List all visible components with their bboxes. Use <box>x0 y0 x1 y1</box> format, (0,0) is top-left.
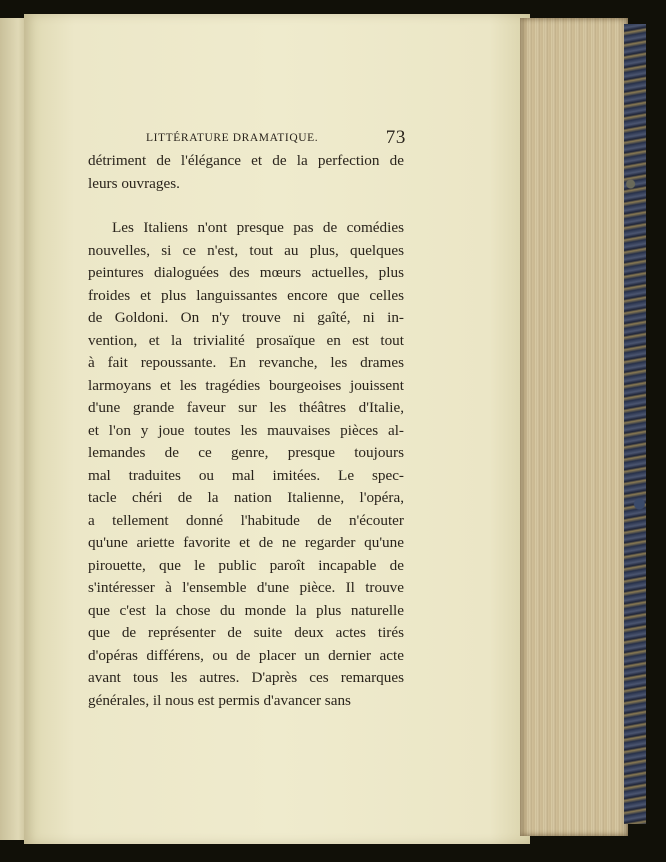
paragraph-gap <box>88 195 404 217</box>
paragraph <box>88 217 404 712</box>
text-line: lemandes de ce genre, presque toujours <box>88 444 404 461</box>
page-text <box>88 128 404 712</box>
running-header <box>146 128 404 150</box>
text-line: et l'on y joue toutes les mauvaises pièces al- <box>88 421 404 439</box>
text-line: que de représenter de suite deux actes tirés <box>88 624 404 641</box>
running-title: LITTÉRATURE DRAMATIQUE. <box>146 132 319 144</box>
text-line: qu'une ariette favorite et de ne regarder qu'une <box>88 534 404 551</box>
text-line: que c'est la chose du monde la plus naturelle <box>88 601 404 619</box>
text-line: s'intéresser à l'ensemble d'une pièce. Il trouve <box>88 579 404 596</box>
text-line: avant tous les autres. D'après ces remarques <box>88 669 404 686</box>
text-line: à fait repoussante. En revanche, les drames <box>88 354 404 371</box>
text-line: larmoyans et les tragédies bourgeoises jouissent <box>88 376 404 394</box>
body-text <box>88 150 404 712</box>
text-line: leurs ouvrages. <box>88 174 180 192</box>
previous-page-edge <box>0 18 26 840</box>
text-line: Les Italiens n'ont presque pas de comédies <box>112 219 404 236</box>
marbled-cover-board <box>624 24 646 824</box>
text-line: de Goldoni. On n'y trouve ni gaîté, ni in- <box>88 309 404 326</box>
page-number: 73 <box>385 127 406 148</box>
text-line: froides et plus languissantes encore que celles <box>88 286 404 304</box>
text-line: nouvelles, si ce n'est, tout au plus, quelques <box>88 241 404 259</box>
text-line: peintures dialoguées des mœurs actuelles, plus <box>88 264 404 281</box>
text-line: générales, il nous est permis d'avancer sans <box>88 691 351 709</box>
text-line: a tellement donné l'habitude de n'écouter <box>88 511 404 529</box>
text-line: mal traduites ou mal imitées. Le spec- <box>88 466 404 484</box>
text-line: pirouette, que le public paroît incapable de <box>88 556 404 574</box>
text-line: tacle chéri de la nation Italienne, l'opéra, <box>88 489 404 506</box>
text-line: vention, et la trivialité prosaïque en est tout <box>88 331 404 349</box>
page-block-fore-edge <box>520 18 628 836</box>
text-line: d'une grande faveur sur les théâtres d'Italie, <box>88 399 404 416</box>
text-line: détriment de l'élégance et de la perfection de <box>88 152 404 169</box>
paragraph <box>88 150 404 195</box>
text-line: d'opéras différens, ou de placer un dernier acte <box>88 646 404 664</box>
